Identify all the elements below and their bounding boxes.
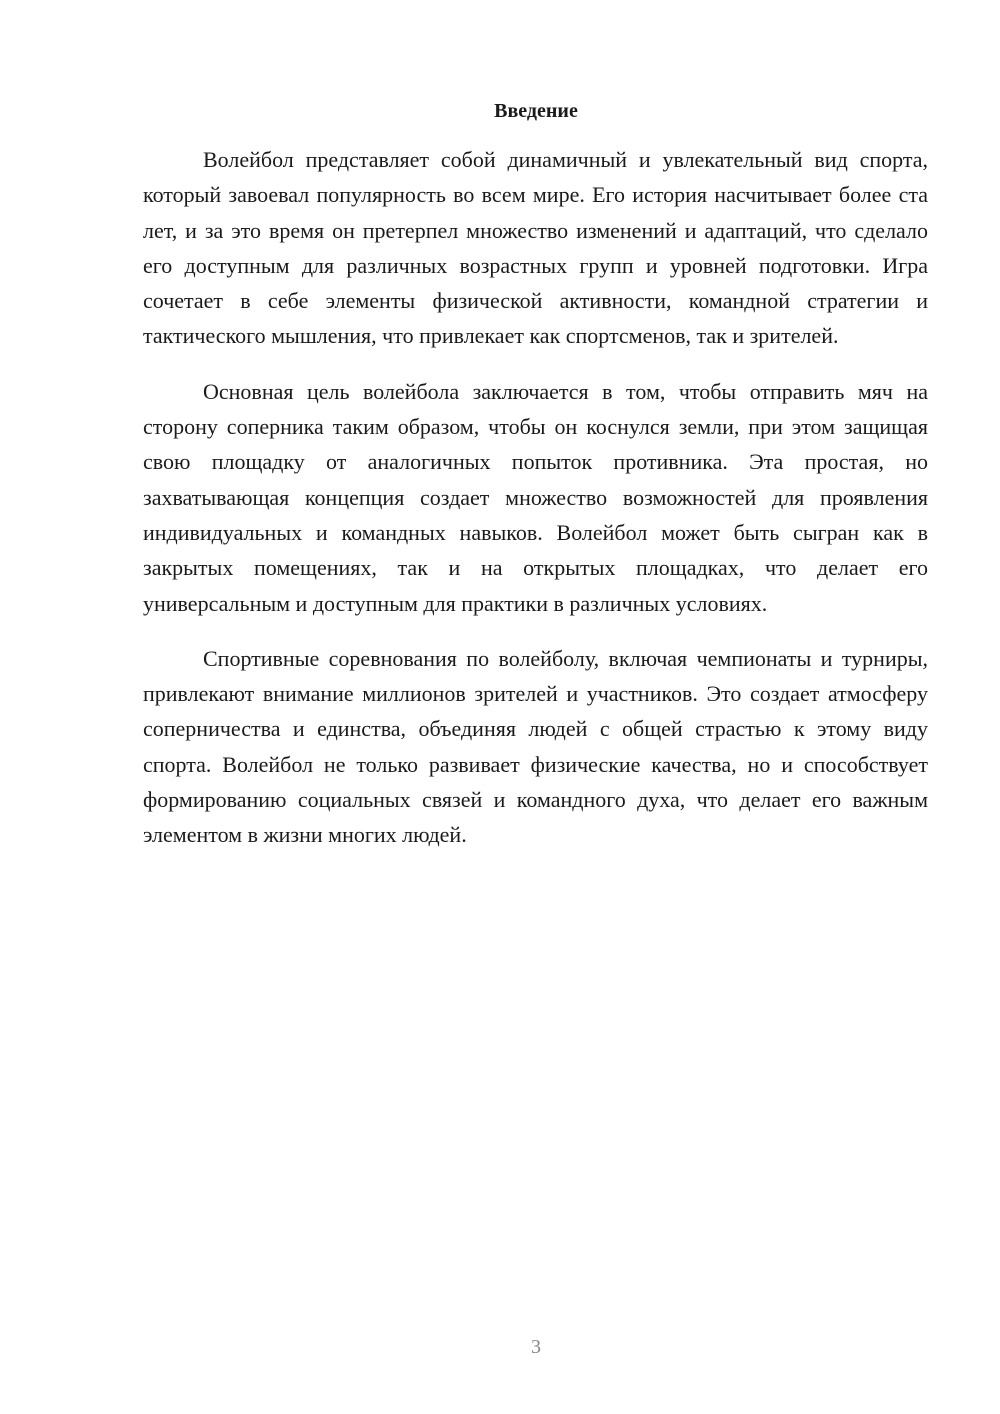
- page-title: Введение: [494, 100, 578, 122]
- body-text: [143, 142, 928, 873]
- page-number: 3: [531, 1336, 541, 1358]
- paragraph-1: Волейбол представляет собой динамичный и увлекательный вид спорта, который завоевал популярность во всем мире. Его история насчитывает более ста лет, и за это время он претерпел множество изменений и адаптаций, что сделало его доступным для различных возрастных групп и уровней подготовки. Игра сочетает в себе элементы физической активности, командной стратегии и тактического мышления, что привлекает как спортсменов, так и зрителей.: [143, 147, 928, 349]
- paragraph-3: Спортивные соревнования по волейболу, включая чемпионаты и турниры, привлекают внимание миллионов зрителей и участников. Это создает атмосферу соперничества и единства, объединяя людей с общей страстью к этому виду спорта. Волейбол не только развивает физические качества, но и способствует формированию социальных связей и командного духа, что делает его важным элементом в жизни многих людей.: [143, 645, 928, 848]
- paragraph-2: Основная цель волейбола заключается в том, чтобы отправить мяч на сторону соперника таким образом, чтобы он коснулся земли, при этом защищая свою площадку от аналогичных попыток противника. Эта простая, но захватывающая концепция создает множество возможностей для проявления индивидуальных и командных навыков. Волейбол может быть сыгран как в закрытых помещениях, так и на открытых площадках, что делает его универсальным и доступным для практики в различных условиях.: [143, 378, 928, 616]
